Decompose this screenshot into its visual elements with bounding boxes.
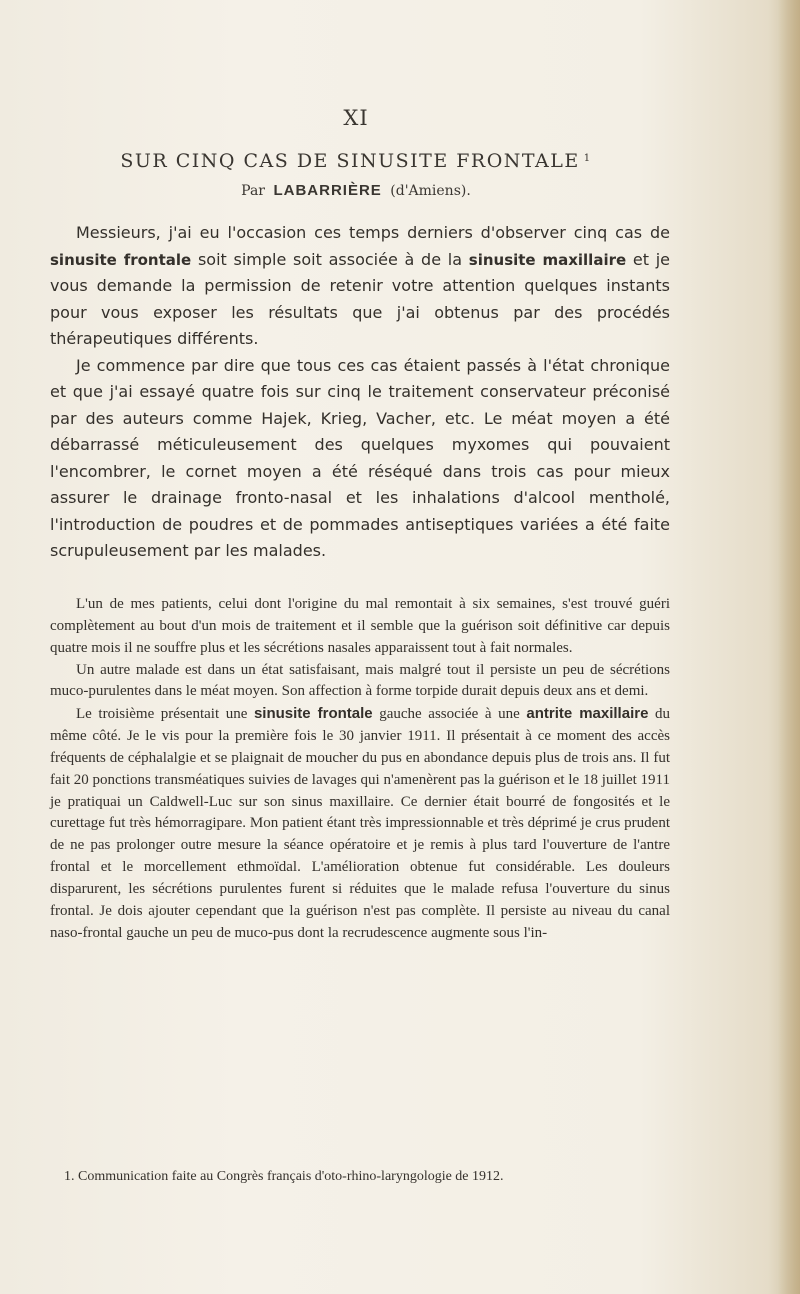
term-sinusite-frontale: sinusite frontale (50, 250, 192, 269)
byline (0, 182, 712, 199)
paragraph-4: Un autre malade est dans un état satisfaisant, mais malgré tout il persiste un peu de sécrétions muco-purulentes dans le méat moyen. Son affection à forme torpide durait depuis deux ans et demi. (50, 661, 670, 700)
footnote-reference: 1 (583, 153, 592, 164)
paragraph-5 (50, 703, 670, 944)
author-name: LABARRIÈRE (273, 182, 382, 199)
paragraph-2: Je commence par dire que tous ces cas étaient passés à l'état chronique et que j'ai essayé quatre fois sur cinq le traitement conservateur préconisé par des auteurs comme Hajek, Krieg, Vacher, etc. Le méat moyen a été débarrassé méticuleusement des quelques myxomes qui pouvaient l'encombrer, le cornet moyen a été réséqué dans trois cas pour mieux assurer le drainage fronto-nasal et les inhalations d'alcool mentholé, l'introduction de poudres et de pommades antiseptiques variées a été faite scrupuleusement par les malades. (50, 355, 670, 560)
paragraph-5-text-d: du même côté. Je le vis pour la première fois le 30 janvier 1911. Il présentait à ce moment des accès fréquents de céphalalgie et se plaignait de moucher du pus en abondance depuis plus de trois ans. Il fut fait 20 ponctions transméatiques suivies de lavages qui n'amenèrent pas la guérison et le 18 juillet 1911 je pratiquai un Caldwell-Luc sur son sinus maxillaire. Ce dernier était bourré de fongosités et le curettage fut très hémorragipare. Mon patient étant très impressionnable et très déprimé je crus prudent de ne pas prolonger outre mesure la séance opératoire et je remis à plus tard l'ouverture de l'antre frontal et le morcellement ethmoïdal. L'amélioration obtenue fut considérable. Les douleurs disparurent, les sécrétions purulentes furent si réduites que le malade refusa l'ouverture du sinus frontal. Je dois ajouter cependant que la guérison n'est pas complète. Il persiste au niveau du canal naso-frontal gauche un peu de muco-pus dont la recrudescence augmente sous l'in- (50, 706, 671, 941)
case-reports (50, 594, 670, 945)
paragraph-3: L'un de mes patients, celui dont l'origine du mal remontait à six semaines, s'est trouvé guéri complètement au bout d'un mois de traitement et il semble que la guérison soit définitive car depuis quatre mois il ne souffre plus et les sécrétions nasales apparaissent tout à fait normales. (50, 596, 670, 656)
author-affiliation: (d'Amiens). (390, 183, 471, 199)
paragraph-1-text-d: et je vous demande la permission de retenir votre attention quelques instants pour vous exposer les résultats que j'ai obtenus par des procédés thérapeutiques différents. (50, 249, 671, 348)
byline-prefix: Par (241, 183, 266, 199)
article-title-text: SUR CINQ CAS DE SINUSITE FRONTALE (120, 150, 580, 172)
paragraph-1-text-c: soit simple soit associée à de la (191, 249, 469, 269)
term-sinusite-maxillaire: sinusite maxillaire (468, 250, 627, 269)
paragraph-1 (50, 220, 670, 353)
term-sinusite-frontale-2: sinusite frontale (253, 705, 373, 723)
paragraph-5-text-a: Le troisième présentait une (76, 706, 254, 723)
footnote (50, 1168, 670, 1186)
footnote-text: Communication faite au Congrès français d'oto-rhino-laryngologie de 1912. (78, 1169, 504, 1184)
chapter-number: XI (343, 106, 369, 130)
page-edge-shadow (778, 0, 800, 1294)
footnote-mark: 1. (64, 1169, 75, 1184)
paragraph-1-text-a: Messieurs, j'ai eu l'occasion ces temps derniers d'observer cinq cas de (76, 223, 670, 242)
paragraph-5-text-c: gauche associée à une (372, 706, 527, 723)
article-title (0, 150, 712, 172)
introduction (50, 220, 670, 565)
term-antrite-maxillaire: antrite maxillaire (526, 705, 649, 723)
